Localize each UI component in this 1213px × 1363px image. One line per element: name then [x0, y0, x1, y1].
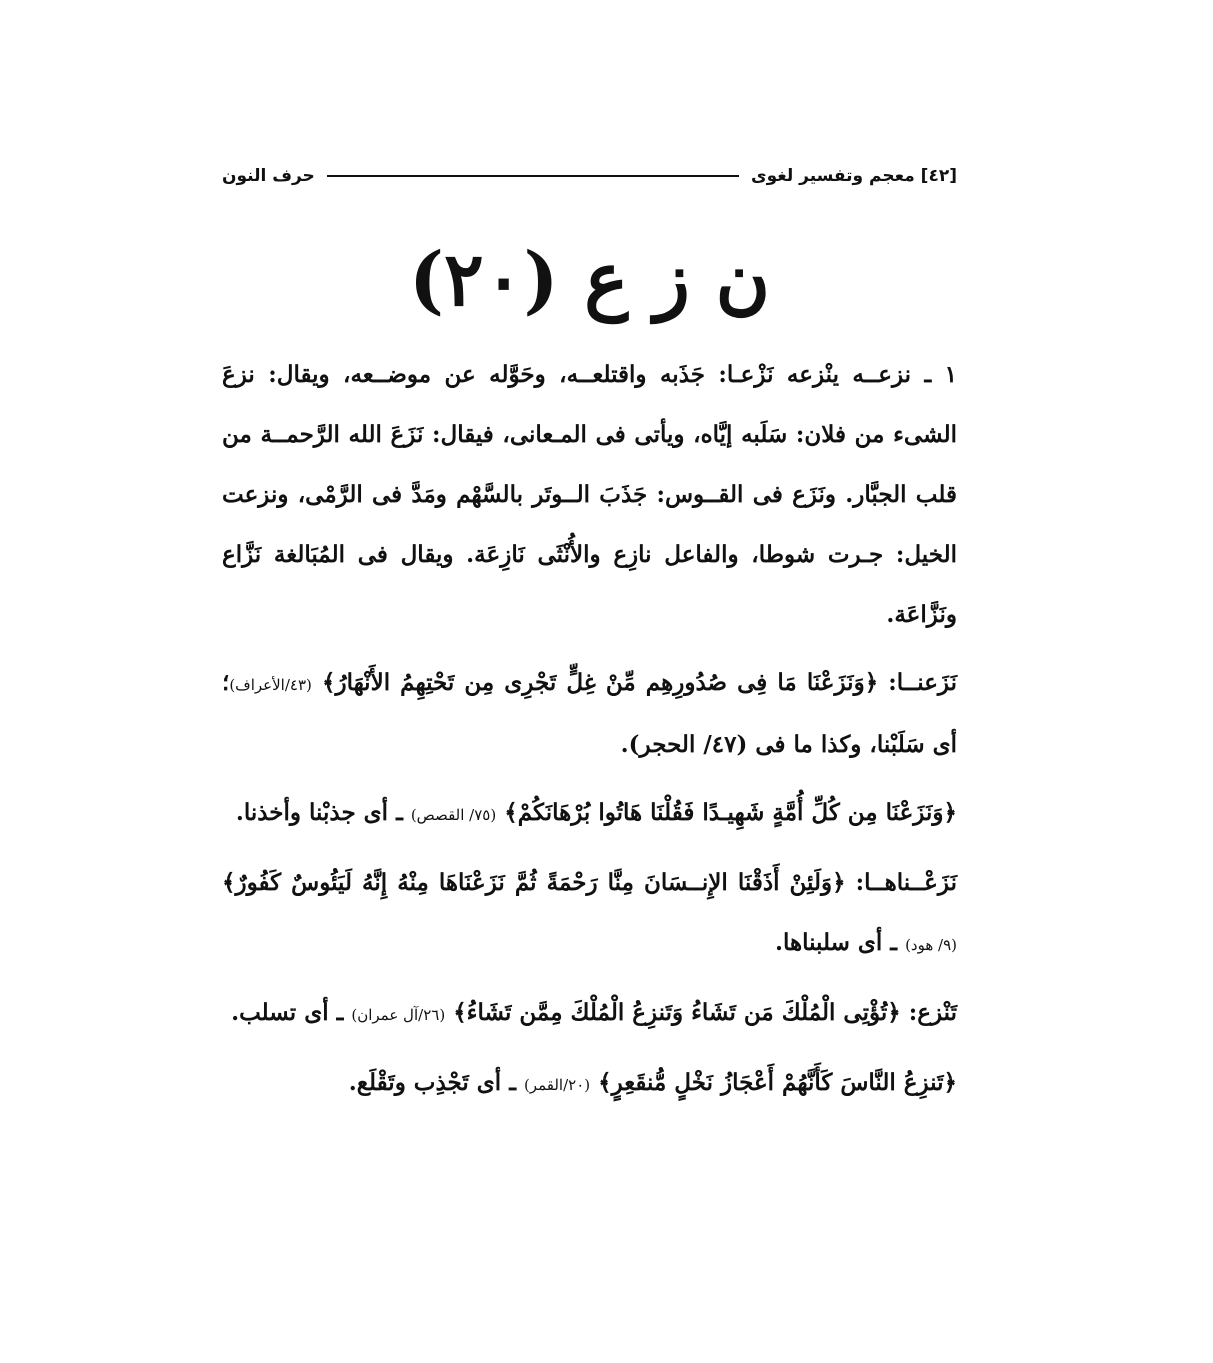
page-number: [٤٢]	[920, 166, 957, 186]
usage-gloss: ـ أى جذبْنا وأخذنا.	[235, 799, 403, 826]
quran-verse: ﴿وَنَزَعْنَا مِن كُلِّ أُمَّةٍ شَهِيـدًا فَقُلْنَا هَاتُوا بُرْهَانَكُمْ﴾	[504, 799, 957, 826]
verse-reference: (٩/ هود)	[905, 936, 957, 954]
entry-body	[222, 345, 957, 1123]
running-header	[222, 158, 957, 194]
usage-paragraph	[222, 1053, 957, 1115]
usage-gloss: ـ أى سلبناها.	[774, 929, 898, 956]
usage-gloss: ـ أى تَجْذِب وتَقْلَع.	[348, 1069, 516, 1096]
book-title: معجم وتفسير لغوى	[750, 166, 915, 186]
usage-keyword: تَنْزع:	[908, 999, 957, 1026]
usage-gloss: ؛ أى سَلَبْنا، وكذا ما فى (٤٧/ الحجر).	[222, 669, 957, 758]
definition-text: ١ ـ نزعــه ينْزعه نَزْعـا: جَذَبه واقتلعــه، وحَوَّله عن موضــعه، ويقال: نزعَ الشىء من فلان: سَلَبه إيَّاه، ويأتى فى المـعانى، فيقال: نَزَعَ الله الرَّحمــة من قلب الجبَّار. ونَزَع فى القــوس: جَذَبَ الــوتَر بالسَّهْم ومَدَّ فى الرَّمْى، ونزعت الخيل: جـرت شوطا، والفاعل نازِع والأُنْثَى نَازِعَة. ويقال فى المُبَالغة نَزَّاع ونَزَّاعَة.	[222, 361, 957, 628]
quran-verse: ﴿تَنزِعُ النَّاسَ كَأَنَّهُمْ أَعْجَازُ نَخْلٍ مُّنقَعِرٍ﴾	[598, 1069, 957, 1096]
usage-keyword: نَزَعْــناهــا:	[855, 869, 957, 896]
usage-paragraph	[222, 653, 957, 775]
verse-reference: (٧٥/ القصص)	[410, 806, 497, 824]
section-name: حرف النون	[222, 166, 315, 186]
definition-paragraph	[222, 345, 957, 645]
usage-keyword: نَزَعنــا:	[888, 669, 958, 696]
usage-paragraph	[222, 983, 957, 1045]
usage-paragraph	[222, 783, 957, 845]
usage-paragraph	[222, 853, 957, 975]
usage-gloss: ـ أى تسلب.	[231, 999, 344, 1026]
verse-reference: (٢٦/آل عمران)	[351, 1006, 446, 1024]
header-rule	[327, 175, 739, 177]
book-page	[222, 150, 957, 1350]
verse-reference: (٤٣/الأعراف)	[229, 676, 312, 694]
quran-verse: ﴿تُؤْتِى الْمُلْكَ مَن تَشَاءُ وَتَنزِعُ الْمُلْكَ مِمَّن تَشَاءُ﴾	[453, 999, 901, 1026]
entry-title: ن ز ع (٢٠)	[408, 237, 771, 323]
quran-verse: ﴿وَنَزَعْنَا مَا فِى صُدُورِهِم مِّنْ غِلٍّ تَجْرِى مِن تَحْتِهِمُ الأَنْهَارُ﴾	[321, 669, 879, 696]
header-page-and-title	[751, 166, 957, 186]
verse-reference: (٢٠/القمر)	[523, 1076, 591, 1094]
quran-verse: ﴿وَلَئِنْ أَذَقْنَا الإِنــسَانَ مِنَّا رَحْمَةً ثُمَّ نَزَعْنَاهَا مِنْهُ إِنَّهُ لَيَئُوسٌ كَفُورٌ﴾	[222, 869, 846, 896]
